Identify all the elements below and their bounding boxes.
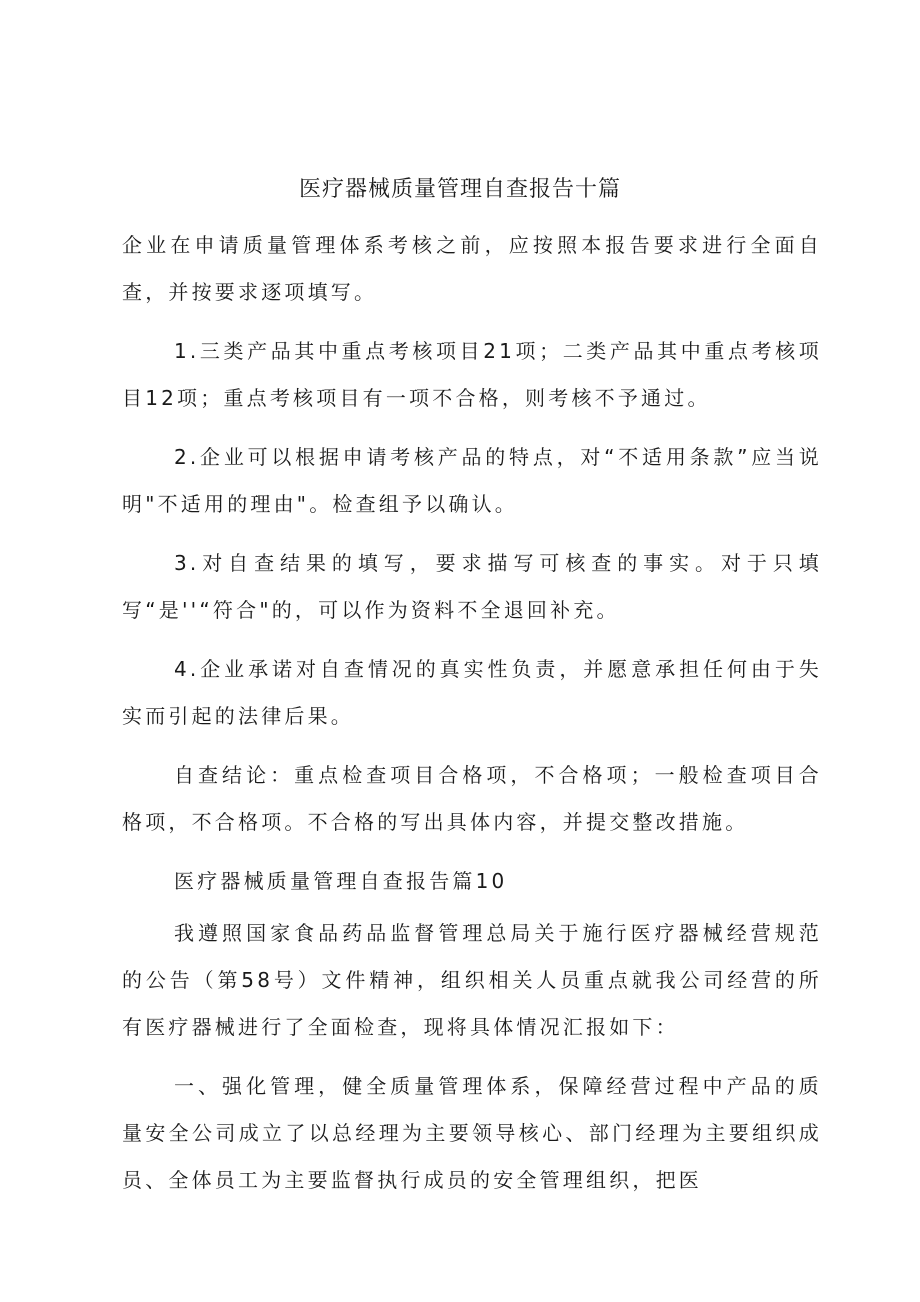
document-body <box>122 222 822 1216</box>
instruction-item-1: 1.三类产品其中重点考核项目21项；二类产品其中重点考核项目12项；重点考核项目有一项不合格，则考核不予通过。 <box>122 339 822 410</box>
document-title: 医疗器械质量管理自查报告十篇 <box>298 177 621 202</box>
instruction-item-3: 3.对自查结果的填写，要求描写可核查的事实。对于只填写“是''“符合"的，可以作为资料不全退回补充。 <box>122 551 822 622</box>
report-section-1-paragraph: 一、强化管理，健全质量管理体系，保障经营过程中产品的质量安全公司成立了以总经理为主要领导核心、部门经理为主要组织成员、全体员工为主要监督执行成员的安全管理组织，把医 <box>122 1074 822 1192</box>
report-intro-paragraph: 我遵照国家食品药品监督管理总局关于施行医疗器械经营规范的公告（第58号）文件精神，组织相关人员重点就我公司经营的所有医疗器械进行了全面检查，现将具体情况汇报如下： <box>122 921 822 1039</box>
section-heading: 医疗器械质量管理自查报告篇10 <box>174 869 508 893</box>
instruction-item-2: 2.企业可以根据申请考核产品的特点，对“不适用条款”应当说明"不适用的理由"。检查组予以确认。 <box>122 445 822 516</box>
intro-paragraph: 企业在申请质量管理体系考核之前，应按照本报告要求进行全面自查，并按要求逐项填写。 <box>122 233 822 304</box>
instruction-item-4: 4.企业承诺对自查情况的真实性负责，并愿意承担任何由于失实而引起的法律后果。 <box>122 657 822 728</box>
conclusion-paragraph: 自查结论：重点检查项目合格项，不合格项；一般检查项目合格项，不合格项。不合格的写出具体内容，并提交整改措施。 <box>122 763 822 834</box>
